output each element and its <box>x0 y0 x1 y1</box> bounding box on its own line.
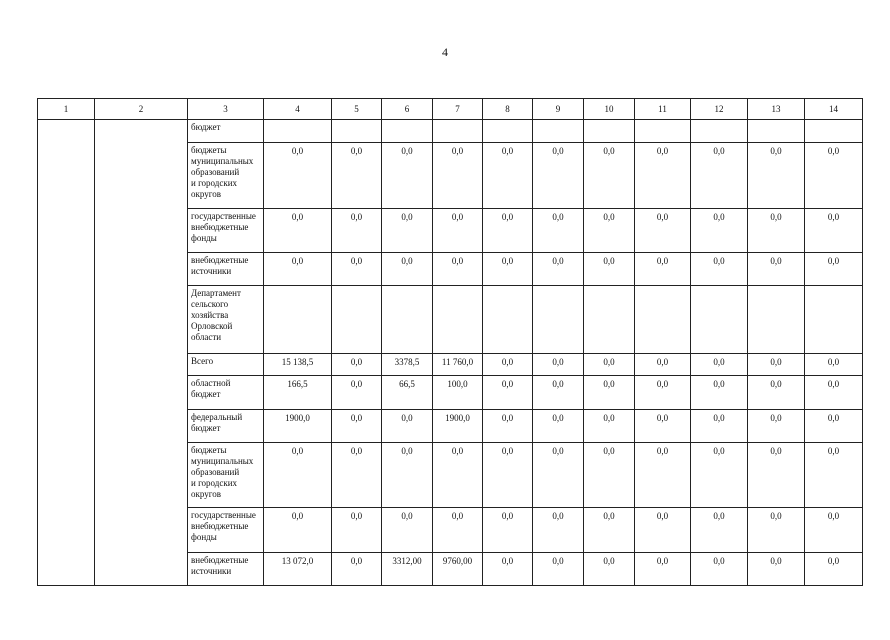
value-cell: 0,0 <box>635 375 691 409</box>
value-cell: 0,0 <box>635 208 691 252</box>
value-cell: 0,0 <box>533 375 584 409</box>
value-cell: 0,0 <box>584 443 635 508</box>
value-cell: 0,0 <box>584 353 635 375</box>
value-cell: 15 138,5 <box>264 353 332 375</box>
value-cell <box>584 120 635 143</box>
column-header: 9 <box>533 99 584 120</box>
value-cell <box>748 120 805 143</box>
column-header: 11 <box>635 99 691 120</box>
value-cell <box>433 120 483 143</box>
funding-source-label: государственные внебюджетные фонды <box>188 208 264 252</box>
funding-source-label: Всего <box>188 353 264 375</box>
value-cell: 0,0 <box>382 508 433 552</box>
value-cell: 0,0 <box>748 208 805 252</box>
value-cell: 0,0 <box>805 252 863 285</box>
value-cell: 0,0 <box>433 208 483 252</box>
column-header: 12 <box>691 99 748 120</box>
value-cell: 0,0 <box>483 508 533 552</box>
value-cell <box>584 286 635 353</box>
value-cell: 0,0 <box>483 409 533 442</box>
column-header: 10 <box>584 99 635 120</box>
value-cell: 0,0 <box>584 508 635 552</box>
funding-source-label: внебюджетные источники <box>188 552 264 585</box>
value-cell <box>748 286 805 353</box>
value-cell <box>264 120 332 143</box>
value-cell <box>533 286 584 353</box>
value-cell: 0,0 <box>382 143 433 208</box>
value-cell: 0,0 <box>691 375 748 409</box>
value-cell: 0,0 <box>805 552 863 585</box>
value-cell: 0,0 <box>332 552 382 585</box>
value-cell: 0,0 <box>691 353 748 375</box>
value-cell <box>332 286 382 353</box>
row-number-cell <box>38 120 95 586</box>
value-cell: 0,0 <box>332 375 382 409</box>
value-cell: 0,0 <box>483 353 533 375</box>
value-cell: 0,0 <box>805 353 863 375</box>
value-cell: 9760,00 <box>433 552 483 585</box>
value-cell: 0,0 <box>264 143 332 208</box>
column-header: 14 <box>805 99 863 120</box>
value-cell: 0,0 <box>433 443 483 508</box>
value-cell: 0,0 <box>264 508 332 552</box>
table-row <box>38 120 863 143</box>
value-cell: 0,0 <box>805 375 863 409</box>
value-cell: 0,0 <box>332 252 382 285</box>
value-cell <box>433 286 483 353</box>
value-cell: 3378,5 <box>382 353 433 375</box>
value-cell: 0,0 <box>748 409 805 442</box>
budget-table <box>37 98 863 586</box>
value-cell: 100,0 <box>433 375 483 409</box>
value-cell <box>483 286 533 353</box>
value-cell: 0,0 <box>635 552 691 585</box>
value-cell: 0,0 <box>332 443 382 508</box>
value-cell: 0,0 <box>264 208 332 252</box>
value-cell: 0,0 <box>533 409 584 442</box>
value-cell: 0,0 <box>748 443 805 508</box>
funding-source-label: бюджеты муниципальных образований и городских округов <box>188 143 264 208</box>
column-header: 3 <box>188 99 264 120</box>
value-cell <box>382 120 433 143</box>
column-header: 2 <box>95 99 188 120</box>
value-cell: 0,0 <box>533 443 584 508</box>
value-cell: 0,0 <box>483 252 533 285</box>
value-cell: 0,0 <box>748 143 805 208</box>
value-cell: 0,0 <box>483 143 533 208</box>
value-cell: 0,0 <box>433 143 483 208</box>
value-cell: 0,0 <box>805 409 863 442</box>
value-cell: 0,0 <box>533 208 584 252</box>
funding-source-label: федеральный бюджет <box>188 409 264 442</box>
value-cell: 0,0 <box>748 508 805 552</box>
value-cell: 0,0 <box>748 353 805 375</box>
value-cell: 0,0 <box>635 443 691 508</box>
value-cell: 13 072,0 <box>264 552 332 585</box>
value-cell: 0,0 <box>382 208 433 252</box>
funding-source-label: бюджеты муниципальных образований и городских округов <box>188 443 264 508</box>
value-cell: 0,0 <box>748 252 805 285</box>
value-cell: 0,0 <box>483 552 533 585</box>
value-cell: 0,0 <box>382 409 433 442</box>
value-cell: 0,0 <box>584 208 635 252</box>
page-number: 4 <box>442 45 448 59</box>
value-cell: 0,0 <box>748 375 805 409</box>
value-cell: 0,0 <box>635 508 691 552</box>
value-cell <box>805 286 863 353</box>
value-cell: 0,0 <box>332 208 382 252</box>
value-cell: 0,0 <box>805 143 863 208</box>
value-cell: 0,0 <box>332 353 382 375</box>
value-cell: 0,0 <box>483 208 533 252</box>
value-cell: 0,0 <box>382 252 433 285</box>
value-cell <box>533 120 584 143</box>
value-cell: 0,0 <box>635 252 691 285</box>
funding-source-label: Департамент сельского хозяйства Орловской области <box>188 286 264 353</box>
value-cell: 0,0 <box>635 353 691 375</box>
column-header: 1 <box>38 99 95 120</box>
value-cell: 166,5 <box>264 375 332 409</box>
value-cell: 0,0 <box>382 443 433 508</box>
value-cell <box>805 120 863 143</box>
column-header: 13 <box>748 99 805 120</box>
value-cell: 0,0 <box>691 508 748 552</box>
value-cell: 0,0 <box>533 552 584 585</box>
column-header: 5 <box>332 99 382 120</box>
value-cell: 0,0 <box>635 143 691 208</box>
value-cell: 0,0 <box>483 375 533 409</box>
value-cell: 1900,0 <box>433 409 483 442</box>
value-cell <box>691 120 748 143</box>
value-cell: 0,0 <box>584 409 635 442</box>
column-header: 7 <box>433 99 483 120</box>
value-cell: 0,0 <box>584 252 635 285</box>
value-cell: 0,0 <box>533 252 584 285</box>
value-cell: 0,0 <box>264 252 332 285</box>
value-cell: 0,0 <box>691 409 748 442</box>
value-cell: 0,0 <box>691 252 748 285</box>
funding-source-label: областной бюджет <box>188 375 264 409</box>
value-cell: 11 760,0 <box>433 353 483 375</box>
funding-source-label: внебюджетные источники <box>188 252 264 285</box>
column-header: 4 <box>264 99 332 120</box>
value-cell <box>264 286 332 353</box>
value-cell <box>635 120 691 143</box>
value-cell: 0,0 <box>691 443 748 508</box>
value-cell: 0,0 <box>332 143 382 208</box>
value-cell: 0,0 <box>332 409 382 442</box>
value-cell: 0,0 <box>584 375 635 409</box>
funding-source-label: государственные внебюджетные фонды <box>188 508 264 552</box>
value-cell <box>332 120 382 143</box>
value-cell: 0,0 <box>805 508 863 552</box>
value-cell <box>382 286 433 353</box>
value-cell <box>635 286 691 353</box>
value-cell: 0,0 <box>584 143 635 208</box>
value-cell: 1900,0 <box>264 409 332 442</box>
value-cell: 0,0 <box>584 552 635 585</box>
header-row <box>38 99 863 120</box>
value-cell: 0,0 <box>483 443 533 508</box>
funding-source-label: бюджет <box>188 120 264 143</box>
value-cell: 0,0 <box>533 508 584 552</box>
value-cell <box>691 286 748 353</box>
value-cell: 0,0 <box>805 443 863 508</box>
value-cell <box>483 120 533 143</box>
program-name-cell <box>95 120 188 586</box>
value-cell: 0,0 <box>264 443 332 508</box>
value-cell: 66,5 <box>382 375 433 409</box>
value-cell: 0,0 <box>805 208 863 252</box>
column-header: 6 <box>382 99 433 120</box>
value-cell: 0,0 <box>691 552 748 585</box>
value-cell: 0,0 <box>748 552 805 585</box>
value-cell: 0,0 <box>433 508 483 552</box>
column-header: 8 <box>483 99 533 120</box>
value-cell: 0,0 <box>635 409 691 442</box>
value-cell: 0,0 <box>691 143 748 208</box>
value-cell: 0,0 <box>691 208 748 252</box>
value-cell: 0,0 <box>332 508 382 552</box>
value-cell: 0,0 <box>433 252 483 285</box>
value-cell: 3312,00 <box>382 552 433 585</box>
value-cell: 0,0 <box>533 353 584 375</box>
value-cell: 0,0 <box>533 143 584 208</box>
